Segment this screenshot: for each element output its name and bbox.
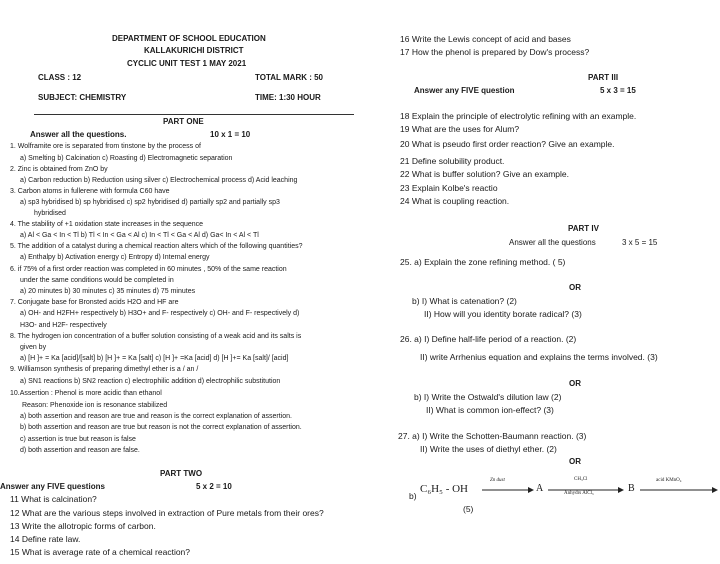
question-line: 6. if 75% of a first order reaction was completed in 60 minutes , 50% of the same reaction	[10, 266, 287, 273]
question-line: II) Write the uses of diethyl ether. (2)	[420, 444, 557, 454]
question-line: a) OH- and H2FH+ respectively b) H3O+ and F- respectively c) OH- and F- respectively d)	[20, 310, 300, 317]
question-line: 27. a) I) Write the Schotten-Baumann reaction. (3)	[398, 431, 587, 441]
question-line: 13 Write the allotropic forms of carbon.	[10, 521, 156, 531]
question-line: a) sp3 hybridised b) sp hybridised c) sp2 hybridised d) partially sp2 and partially sp3	[20, 199, 280, 206]
question-line: under the same conditions would be completed in	[20, 277, 174, 284]
part-two-marks: 5 x 2 = 10	[196, 482, 232, 491]
reaction-label: b)	[409, 491, 417, 501]
question-line: II) How will you identity borate radical? (3)	[424, 309, 582, 319]
part-two-title: PART TWO	[160, 469, 203, 478]
part-one-marks: 10 x 1 = 10	[210, 130, 251, 139]
question-line: 10.Assertion : Phenol is more acidic than ethanol	[10, 390, 162, 397]
question-line: Reason: Phenoxide ion is resonance stabilized	[22, 402, 168, 409]
question-line: 18 Explain the principle of electrolytic refining with an example.	[400, 111, 637, 121]
part-three-marks: 5 x 3 = 15	[600, 86, 636, 95]
reaction-marks: (5)	[463, 504, 474, 514]
header-divider	[34, 114, 354, 115]
question-line: a) Smelting b) Calcination c) Roasting d) Electromagnetic separation	[20, 155, 233, 162]
step2-reagent-top: CH₃Cl	[574, 477, 588, 482]
question-line: 17 How the phenol is prepared by Dow's process?	[400, 47, 590, 57]
question-line: II) write Arrhenius equation and explains the terms involved. (3)	[420, 352, 658, 362]
question-line: 3. Carbon atoms in fullerene with formula C60 have	[10, 188, 170, 195]
question-line: 19 What are the uses for Alum?	[400, 124, 520, 134]
step2-reagent-bottom: Anhydrs AlCl₃	[564, 491, 594, 496]
question-line: 2. Zinc is obtained from ZnO by	[10, 166, 108, 173]
reaction-scheme	[418, 476, 720, 504]
intermediate-b: B	[628, 483, 635, 494]
question-line: 7. Conjugate base for Bronsted acids H2O and HF are	[10, 299, 179, 306]
question-line: a) [H ]+ = Ka [acid]/[salt] b) [H ]+ = Ka [salt] c) [H ]+ =Ka [acid] d) [H ]+= Ka [salt]/ [acid]	[20, 355, 289, 362]
question-line: a) Al < Ga < In < Tl b) Tl < In < Ga < Al c) In < Tl < Ga < Al d) Ga< In < Al < Tl	[20, 232, 259, 239]
question-line: b) I) Write the Ostwald's dilution law (2)	[414, 392, 562, 402]
question-line: c) assertion is true but reason is false	[20, 436, 136, 443]
department-title: DEPARTMENT OF SCHOOL EDUCATION	[112, 34, 266, 43]
question-line: 4. The stability of +1 oxidation state increases in the sequence	[10, 221, 204, 228]
or-divider: OR	[569, 457, 581, 466]
reaction-arrow	[640, 486, 718, 494]
subject-label: SUBJECT: CHEMISTRY	[38, 93, 127, 102]
part-four-marks: 3 x 5 = 15	[622, 238, 658, 247]
question-line: a) Enthalpy b) Activation energy c) Entropy d) Internal energy	[20, 254, 210, 261]
question-line: 1. Wolframite ore is separated from tinstone by the process of	[10, 143, 201, 150]
or-divider: OR	[569, 379, 581, 388]
question-line: a) Carbon reduction b) Reduction using silver c) Electrochemical process d) Acid leaching	[20, 177, 298, 184]
question-line: hybridised	[34, 210, 66, 217]
question-line: II) What is common ion-effect? (3)	[426, 405, 554, 415]
question-line: 25. a) Explain the zone refining method. ( 5)	[400, 257, 566, 267]
question-line: 20 What is pseudo first order reaction? Give an example.	[400, 139, 615, 149]
part-one-title: PART ONE	[163, 117, 204, 126]
question-line: 11 What is calcination?	[10, 494, 97, 504]
or-divider: OR	[569, 283, 581, 292]
question-line: 22 What is buffer solution? Give an example.	[400, 169, 569, 179]
step3-reagent: acid KMnO₄	[656, 478, 682, 483]
test-title: CYCLIC UNIT TEST 1 MAY 2021	[127, 59, 247, 68]
question-line: 24 What is coupling reaction.	[400, 196, 510, 206]
part-two-instruction: Answer any FIVE questions	[0, 482, 105, 491]
step1-reagent: Zn dust	[490, 478, 505, 483]
part-one-instruction: Answer all the questions.	[30, 130, 127, 139]
question-line: a) SN1 reactions b) SN2 reaction c) electrophilic addition d) electrophilic substitution	[20, 378, 281, 385]
question-line: d) both assertion and reason are false.	[20, 447, 140, 454]
part-four-instruction: Answer all the questions	[509, 238, 596, 247]
part-three-title: PART III	[588, 73, 619, 82]
question-line: b) both assertion and reason are true but reason is not the correct explanation of assertion.	[20, 424, 302, 431]
question-line: 23 Explain Kolbe's reactio	[400, 183, 498, 193]
question-line: 26. a) I) Define half-life period of a reaction. (2)	[400, 334, 577, 344]
question-line: a) 20 minutes b) 30 minutes c) 35 minutes d) 75 minutes	[20, 288, 196, 295]
part-four-title: PART IV	[568, 224, 599, 233]
question-line: 8. The hydrogen ion concentration of a buffer solution consisting of a weak acid and its salts is	[10, 333, 302, 340]
question-line: H3O- and H2F- respectively	[20, 322, 107, 329]
intermediate-a: A	[536, 483, 544, 494]
class-label: CLASS : 12	[38, 73, 82, 82]
question-line: a) both assertion and reason are true and reason is the correct explanation of assertion.	[20, 413, 292, 420]
question-line: 9. Williamson synthesis of preparing dimethyl ether is a / an /	[10, 366, 199, 373]
part-three-instruction: Answer any FIVE question	[414, 86, 515, 95]
total-mark-label: TOTAL MARK : 50	[255, 73, 324, 82]
question-line: given by	[20, 344, 47, 351]
question-line: 21 Define solubility product.	[400, 156, 505, 166]
district-title: KALLAKURICHI DISTRICT	[144, 46, 244, 55]
question-line: 14 Define rate law.	[10, 534, 81, 544]
question-line: 16 Write the Lewis concept of acid and bases	[400, 34, 571, 44]
reactant-formula: C₆H₅ - OH	[420, 483, 469, 495]
reaction-arrow	[482, 486, 534, 494]
question-line: 15 What is average rate of a chemical reaction?	[10, 547, 191, 557]
question-line: 5. The addition of a catalyst during a chemical reaction alters which of the following quantities?	[10, 243, 303, 250]
question-line: 12 What are the various steps involved in extraction of Pure metals from their ores?	[10, 508, 324, 518]
time-label: TIME: 1:30 HOUR	[255, 93, 321, 102]
question-line: b) I) What is catenation? (2)	[412, 296, 517, 306]
